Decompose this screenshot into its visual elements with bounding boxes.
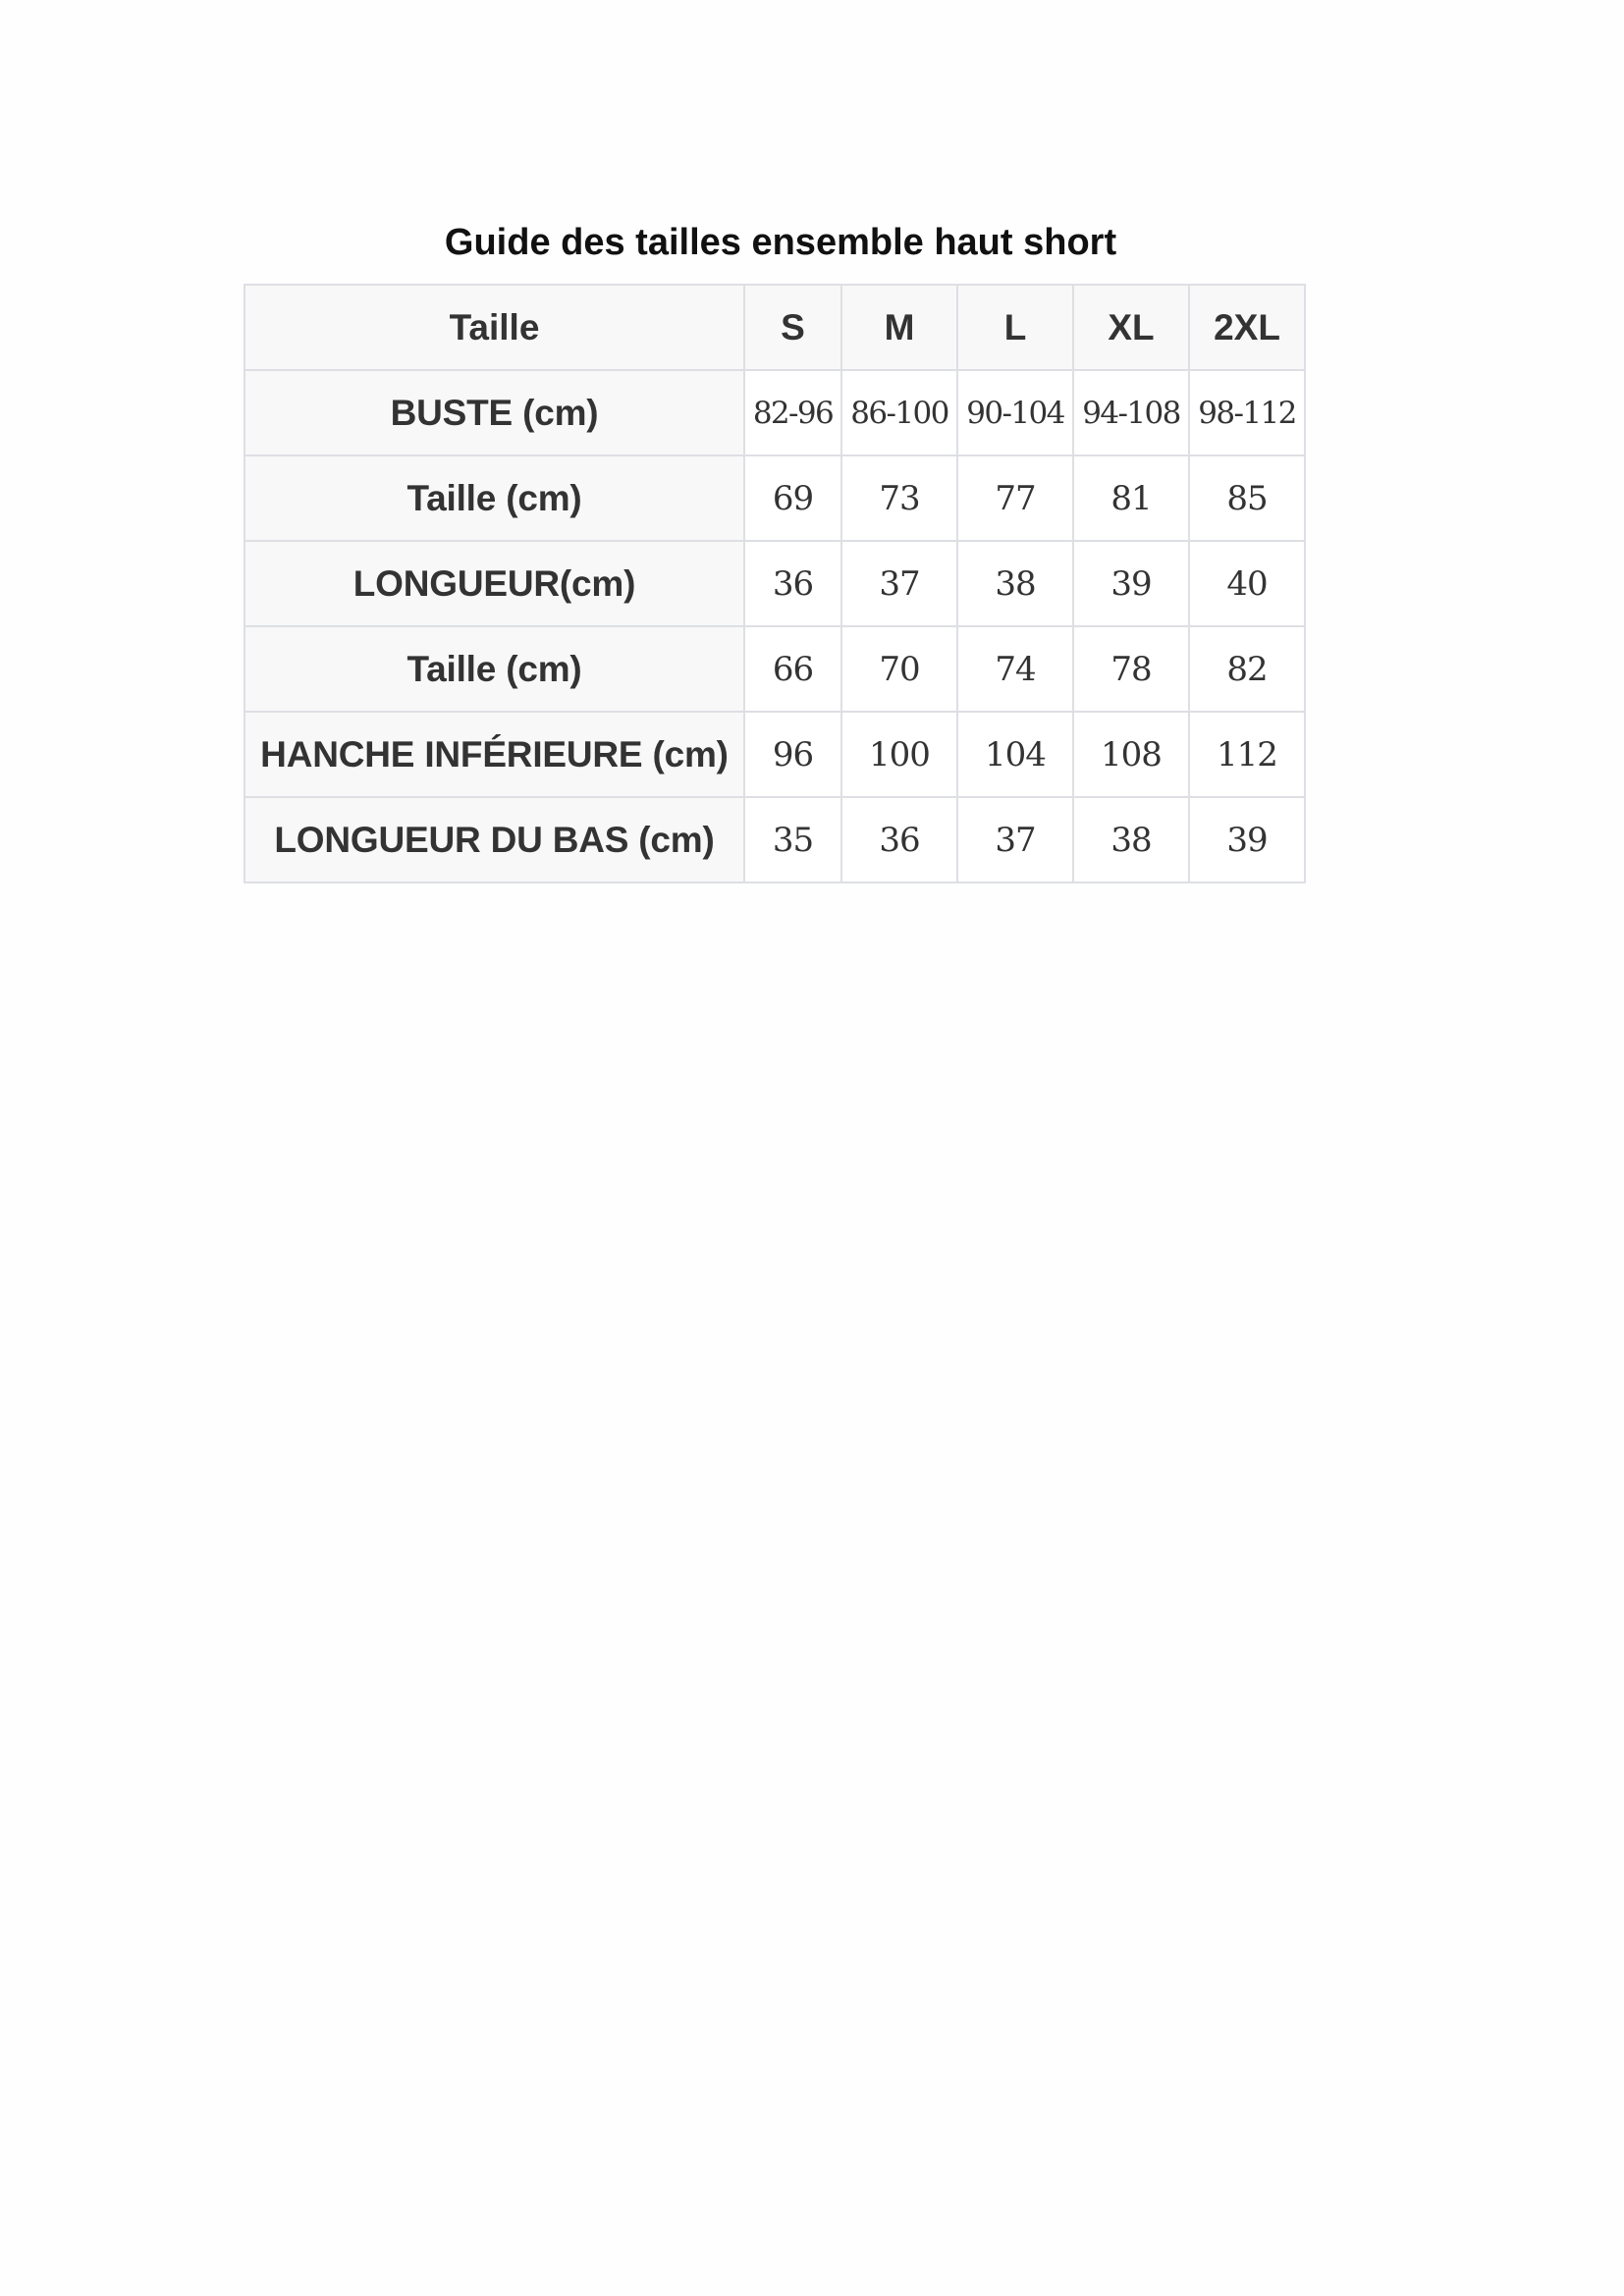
table-cell: 86-100 (841, 370, 957, 455)
table-cell: 90-104 (957, 370, 1073, 455)
size-chart-table (244, 284, 1306, 883)
table-cell: 82 (1189, 626, 1305, 712)
table-row (244, 797, 1305, 882)
table-cell: 37 (957, 797, 1073, 882)
table-cell: 81 (1073, 455, 1189, 541)
table-row (244, 541, 1305, 626)
size-header-s: S (744, 285, 841, 370)
table-cell: 74 (957, 626, 1073, 712)
table-cell: 104 (957, 712, 1073, 797)
row-label: LONGUEUR DU BAS (cm) (244, 797, 744, 882)
table-cell: 36 (841, 797, 957, 882)
row-label: BUSTE (cm) (244, 370, 744, 455)
row-label: LONGUEUR(cm) (244, 541, 744, 626)
table-cell: 66 (744, 626, 841, 712)
table-row (244, 626, 1305, 712)
table-cell: 39 (1189, 797, 1305, 882)
table-cell: 96 (744, 712, 841, 797)
table-header-row (244, 285, 1305, 370)
table-cell: 112 (1189, 712, 1305, 797)
table-cell: 38 (957, 541, 1073, 626)
row-label: HANCHE INFÉRIEURE (cm) (244, 712, 744, 797)
size-header-m: M (841, 285, 957, 370)
row-label: Taille (cm) (244, 626, 744, 712)
row-label: Taille (cm) (244, 455, 744, 541)
table-cell: 38 (1073, 797, 1189, 882)
header-label-cell: Taille (244, 285, 744, 370)
table-cell: 40 (1189, 541, 1305, 626)
table-cell: 69 (744, 455, 841, 541)
table-row (244, 370, 1305, 455)
table-cell: 73 (841, 455, 957, 541)
table-cell: 108 (1073, 712, 1189, 797)
table-cell: 35 (744, 797, 841, 882)
table-cell: 70 (841, 626, 957, 712)
table-cell: 85 (1189, 455, 1305, 541)
table-cell: 36 (744, 541, 841, 626)
size-header-l: L (957, 285, 1073, 370)
table-cell: 82-96 (744, 370, 841, 455)
table-cell: 94-108 (1073, 370, 1189, 455)
size-header-2xl: 2XL (1189, 285, 1305, 370)
table-row (244, 712, 1305, 797)
document-title: Guide des tailles ensemble haut short (444, 222, 1117, 263)
table-cell: 39 (1073, 541, 1189, 626)
table-cell: 78 (1073, 626, 1189, 712)
size-header-xl: XL (1073, 285, 1189, 370)
table-cell: 77 (957, 455, 1073, 541)
table-row (244, 455, 1305, 541)
table-cell: 100 (841, 712, 957, 797)
table-cell: 37 (841, 541, 957, 626)
table-cell: 98-112 (1189, 370, 1305, 455)
